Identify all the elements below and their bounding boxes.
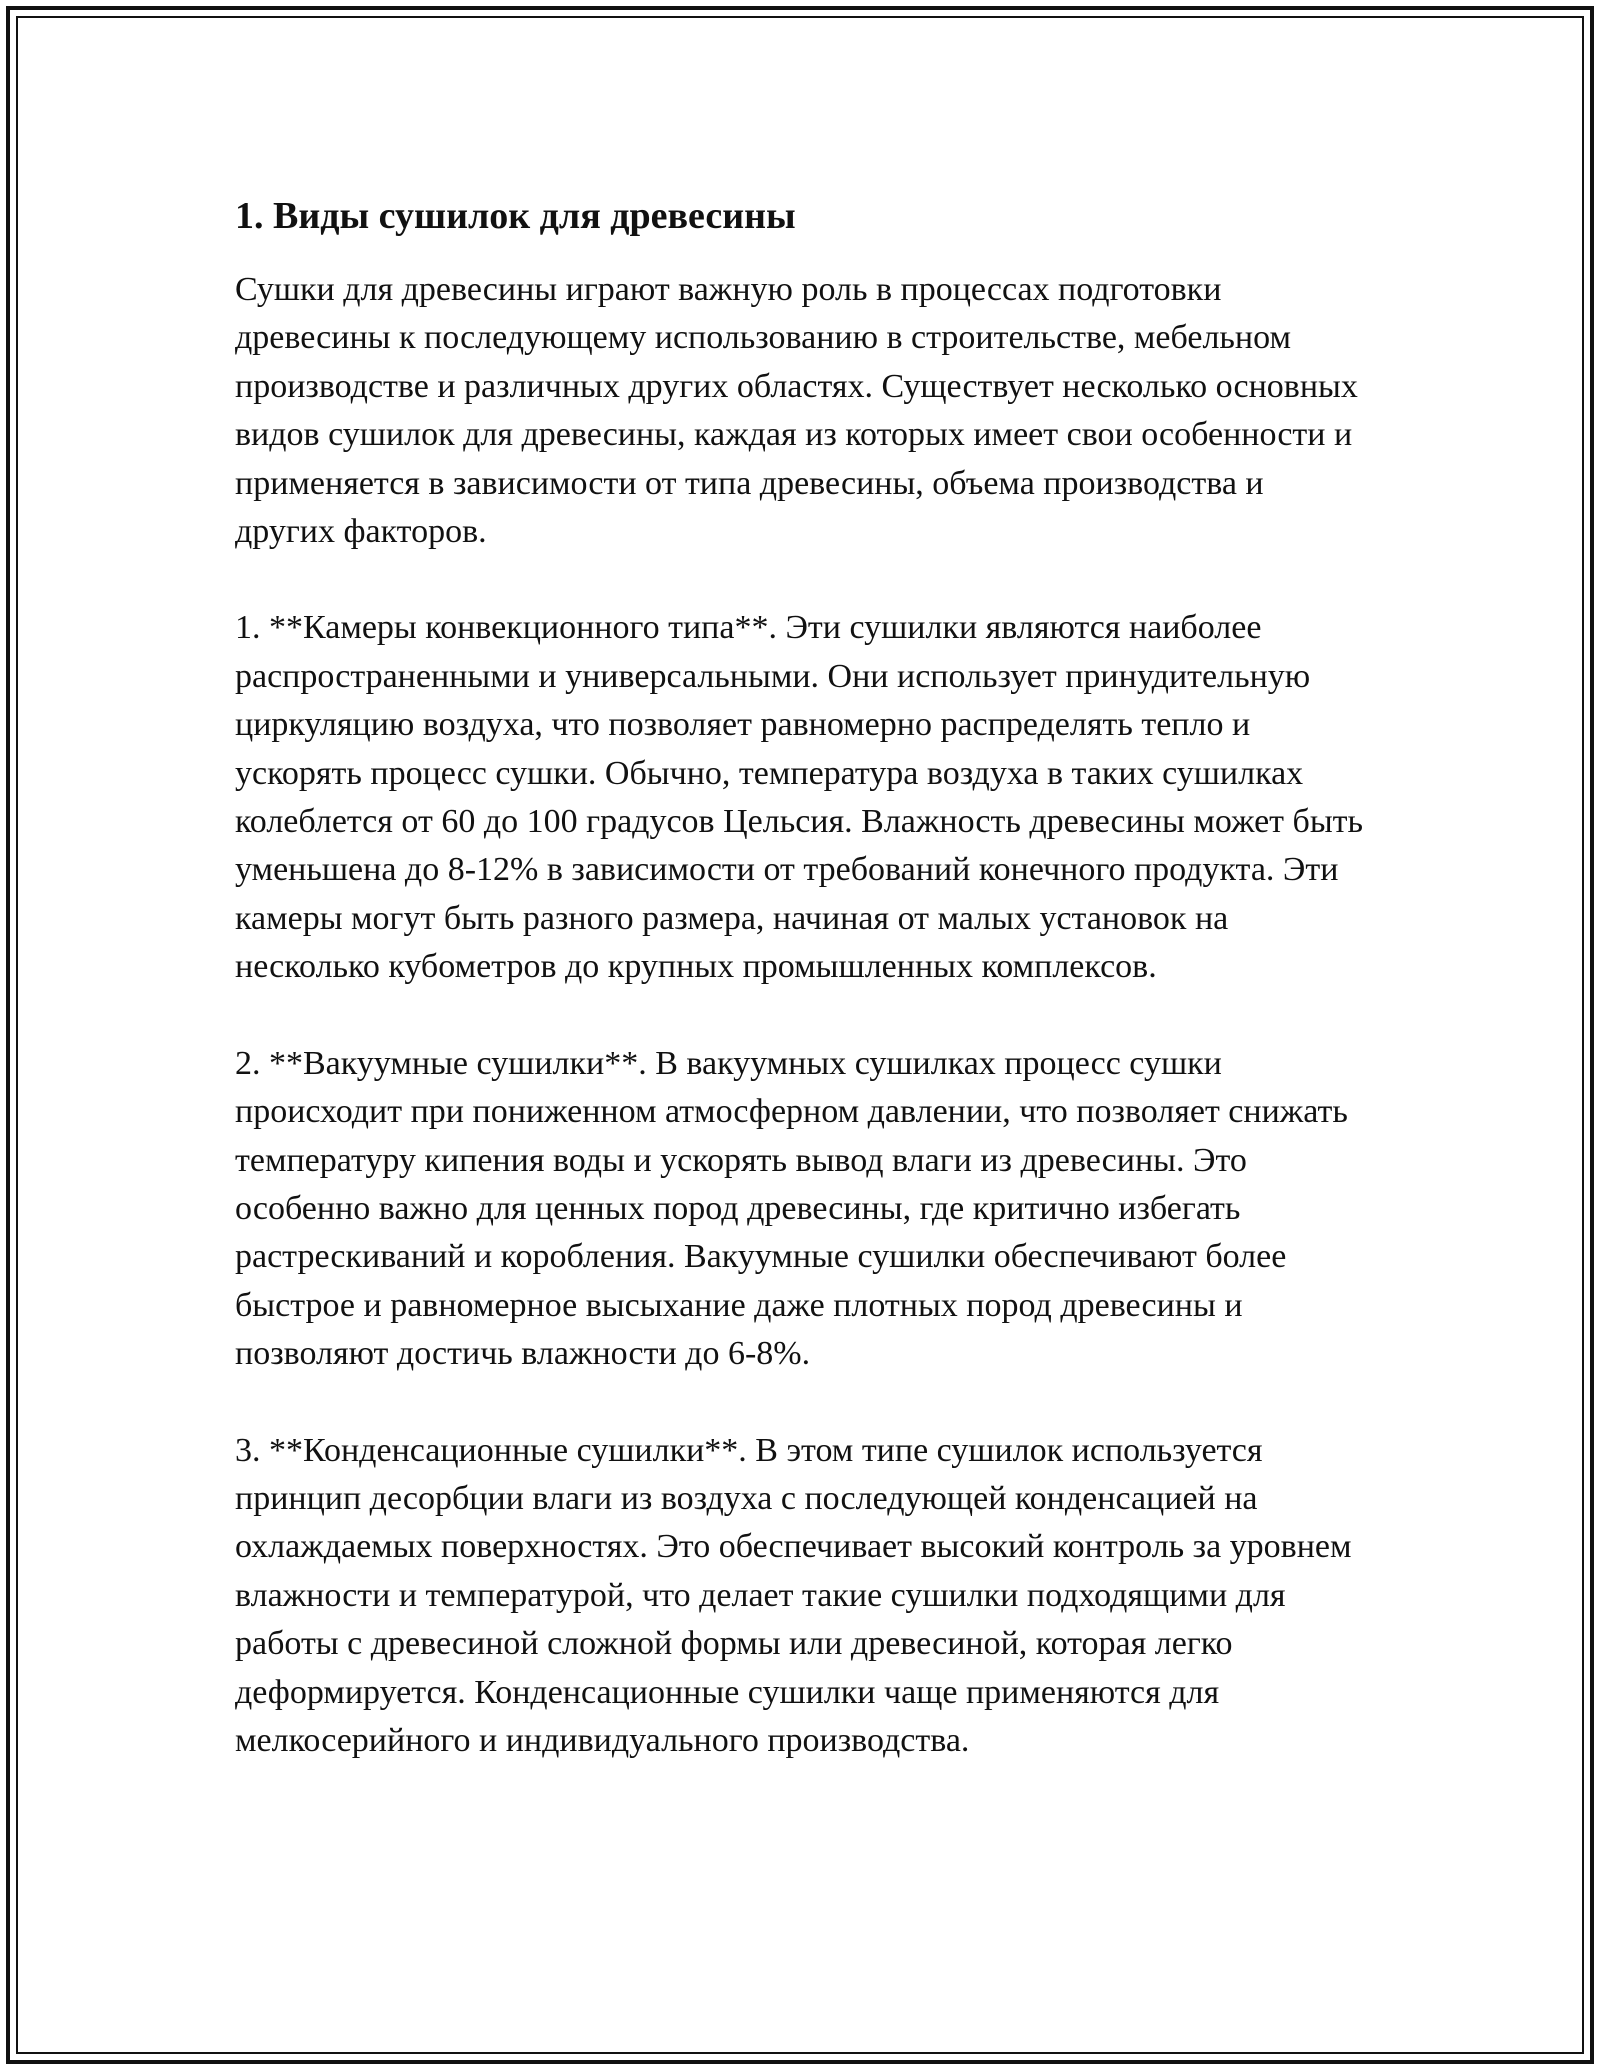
document-body xyxy=(235,188,1365,1813)
condensation-dryers-paragraph: 3. **Конденсационные сушилки**. В этом типе сушилок используется принцип десорбции влаги из воздуха с последующей конденсацией на охлаждаемых поверхностях. Это обеспечивает высокий контроль за уровнем влажности и температурой, что делает такие сушилки подходящими для работы с древесиной сложной формы или древесиной, которая легко деформируется. Конденсационные сушилки чаще применяются для мелкосерийного и индивидуального производства. xyxy=(235,1431,1352,1759)
intro-paragraph: Сушки для древесины играют важную роль в процессах подготовки древесины к последующему использованию в строительстве, мебельном производстве и различных других областях. Существует несколько основных видов сушилок для древесины, каждая из которых имеет свои особенности и применяется в зависимости от типа древесины, объема производства и других факторов. xyxy=(235,271,1358,551)
convection-dryers-paragraph: 1. **Камеры конвекционного типа**. Эти сушилки являются наиболее распространенными и универсальными. Они использует принудительную циркуляцию воздуха, что позволяет равномерно распределять тепло и ускорять процесс сушки. Обычно, температура воздуха в таких сушилках колеблется от 60 до 100 градусов Цельсия. Влажность древесины может быть уменьшена до 8-12% в зависимости от требований конечного продукта. Эти камеры могут быть разного размера, начиная от малых установок на несколько кубометров до крупных промышленных комплексов. xyxy=(235,609,1364,986)
vacuum-dryers-paragraph: 2. **Вакуумные сушилки**. В вакуумных сушилках процесс сушки происходит при пониженном атмосферном давлении, что позволяет снижать температуру кипения воды и ускорять вывод влаги из древесины. Это особенно важно для ценных пород древесины, где критично избегать растрескиваний и коробления. Вакуумные сушилки обеспечивают более быстрое и равномерное высыхание даже плотных пород древесины и позволяют достичь влажности до 6-8%. xyxy=(235,1044,1348,1373)
document-title: 1. Виды сушилок для древесины xyxy=(235,195,796,237)
